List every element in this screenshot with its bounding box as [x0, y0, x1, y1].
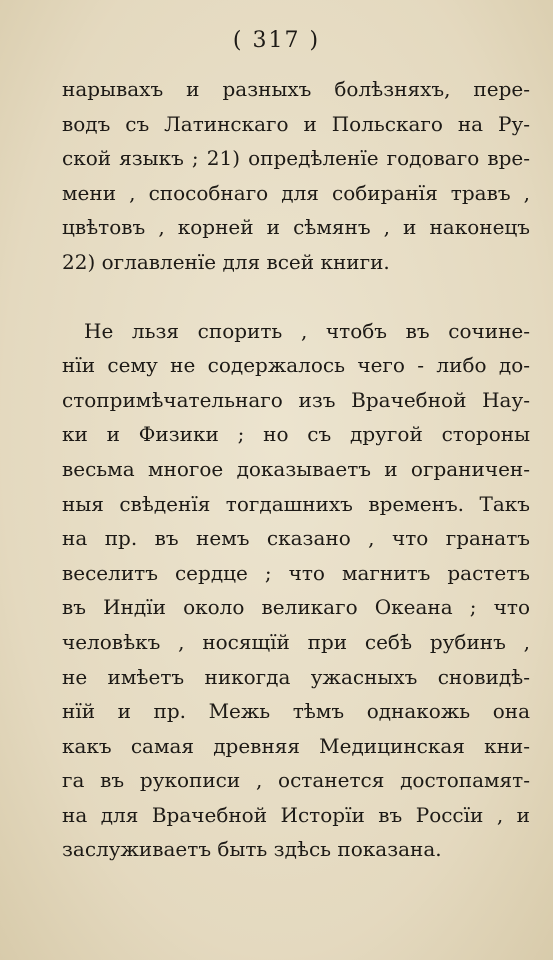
- text-line: на для Врачебной Исторїи въ Россїи , и: [62, 802, 530, 827]
- body-text: [62, 72, 530, 867]
- text-line: га въ рукописи , останется достопамят-: [62, 768, 530, 793]
- paragraph: [62, 72, 530, 280]
- text-line: Не льзя спорить , чтобъ въ сочине-: [84, 318, 530, 343]
- text-line: весьма многое доказываетъ и ограничен-: [62, 456, 530, 481]
- text-line: какъ самая древняя Медицинская кни-: [62, 733, 530, 758]
- text-line: не имѣетъ никогда ужасныхъ сновидѣ-: [62, 664, 530, 689]
- text-line: въ Индїи около великаго Океана ; что: [62, 595, 530, 620]
- text-line: человѣкъ , носящїй при себѣ рубинъ ,: [62, 629, 530, 654]
- text-line: 22) оглавленїе для всей книги.: [62, 249, 390, 274]
- text-line: цвѣтовъ , корней и сѣмянъ , и наконецъ: [62, 215, 530, 240]
- text-line: веселитъ сердце ; что магнитъ растетъ: [62, 560, 530, 585]
- text-line: водъ съ Латинскаго и Польскаго на Ру-: [62, 111, 530, 136]
- text-line: нїй и пр. Межь тѣмъ однакожь она: [62, 699, 530, 724]
- text-line: заслуживаетъ быть здѣсь показана.: [62, 837, 442, 862]
- paragraph: [62, 314, 530, 868]
- text-line: ской языкъ ; 21) опредѣленїе годоваго вре-: [62, 146, 530, 171]
- text-line: нїи сему не содержалось чего - либо до-: [62, 353, 530, 378]
- text-line: стопримѣчательнаго изъ Врачебной Нау-: [62, 387, 530, 412]
- paragraph-gap: [62, 280, 530, 314]
- text-line: ки и Физики ; но съ другой стороны: [62, 422, 530, 447]
- page-number: ( 317 ): [232, 28, 321, 53]
- text-line: нарывахъ и разныхъ болѣзняхъ, пере-: [62, 77, 530, 101]
- text-line: мени , способнаго для собиранїя травъ ,: [62, 180, 530, 205]
- text-line: на пр. въ немъ сказано , что гранатъ: [62, 526, 530, 551]
- text-line: ныя свѣденїя тогдашнихъ временъ. Такъ: [62, 491, 530, 516]
